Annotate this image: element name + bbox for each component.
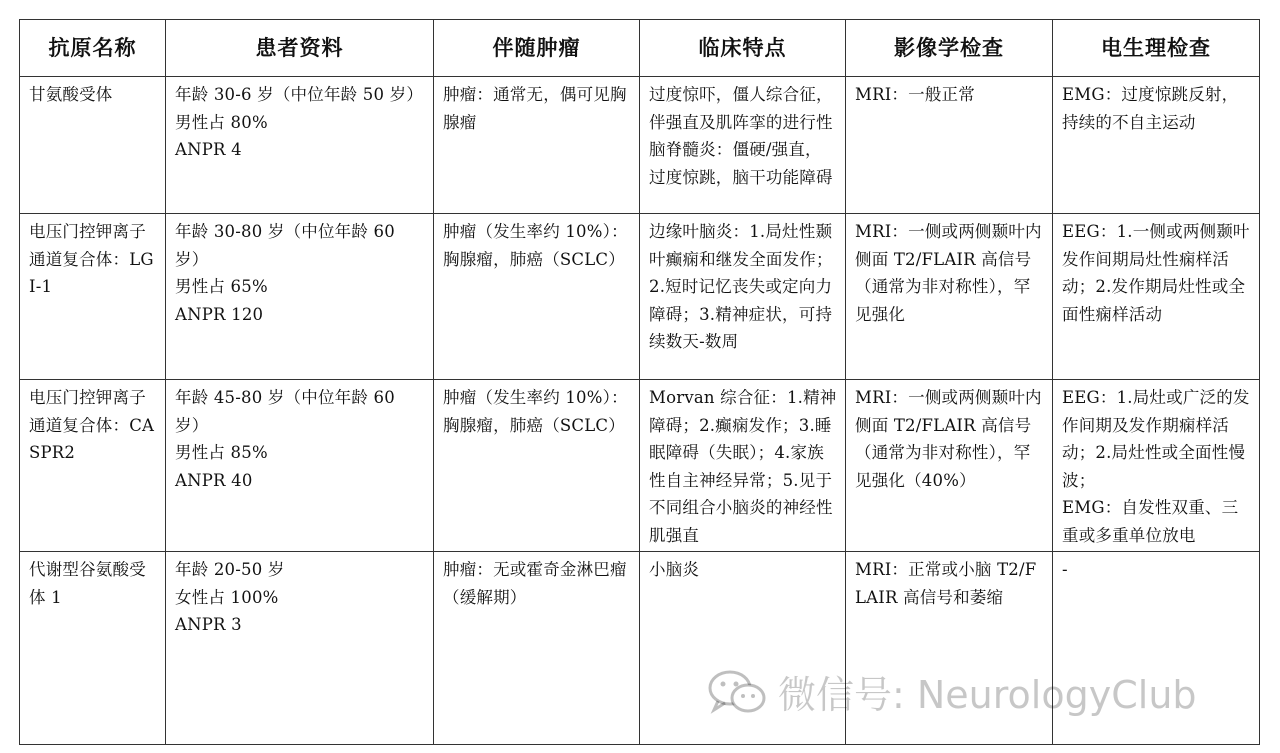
cell-patient — [166, 380, 434, 552]
cell-electro — [1053, 77, 1260, 214]
cell-electro — [1053, 214, 1260, 380]
cell-clinical — [640, 77, 846, 214]
cell-line: - — [1062, 560, 1068, 579]
header-tumor: 伴随肿瘤 — [434, 20, 640, 77]
cell-imaging — [846, 552, 1053, 745]
cell-antigen — [20, 77, 166, 214]
cell-clinical — [640, 214, 846, 380]
header-antigen: 抗原名称 — [20, 20, 166, 77]
cell-line: 甘氨酸受体 — [29, 85, 113, 104]
cell-tumor — [434, 552, 640, 745]
cell-imaging — [846, 380, 1053, 552]
table-row — [20, 380, 1260, 552]
cell-line: 男性占 85% — [175, 443, 268, 462]
cell-line: 肿瘤（发生率约 10%）：胸腺瘤，肺癌（SCLC） — [443, 388, 628, 435]
cell-antigen — [20, 214, 166, 380]
cell-line: 年龄 30-80 岁（中位年龄 60 岁） — [175, 222, 395, 269]
cell-line: ANPR 4 — [175, 140, 242, 159]
cell-line: EEG：1.局灶或广泛的发作间期及发作期痫样活动；2.局灶性或全面性慢波； — [1062, 388, 1250, 490]
cell-imaging — [846, 214, 1053, 380]
cell-line: 电压门控钾离子通道复合体：CASPR2 — [29, 388, 155, 462]
antigen-table — [19, 19, 1260, 745]
cell-line: 电压门控钾离子通道复合体：LGI-1 — [29, 222, 154, 296]
cell-line: MRI：一般正常 — [855, 85, 975, 104]
cell-line: 肿瘤：通常无，偶可见胸腺瘤 — [443, 85, 627, 132]
cell-antigen — [20, 380, 166, 552]
cell-electro — [1053, 380, 1260, 552]
cell-line: 边缘叶脑炎：1.局灶性颞叶癫痫和继发全面发作；2.短时记忆丧失或定向力障碍；3.精神症状，可持续数天-数周 — [649, 222, 833, 351]
cell-line: MRI：一侧或两侧颞叶内侧面 T2/FLAIR 高信号（通常为非对称性），罕见强化 — [855, 222, 1042, 324]
cell-line: 男性占 80% — [175, 112, 268, 132]
table-row — [20, 552, 1260, 745]
cell-line: 肿瘤（发生率约 10%）：胸腺瘤，肺癌（SCLC） — [443, 222, 628, 269]
cell-line: 过度惊吓，僵人综合征，伴强直及肌阵挛的进行性脑脊髓炎：僵硬/强直，过度惊跳，脑干功能障碍 — [649, 85, 833, 187]
table-row — [20, 214, 1260, 380]
cell-tumor — [434, 77, 640, 214]
header-clinical: 临床特点 — [640, 20, 846, 77]
header-patient: 患者资料 — [166, 20, 434, 77]
cell-line: EMG：过度惊跳反射，持续的不自主运动 — [1062, 85, 1239, 132]
cell-line: ANPR 3 — [175, 615, 242, 634]
cell-line: EMG：自发性双重、三重或多重单位放电 — [1062, 498, 1239, 545]
header-row — [20, 20, 1260, 77]
cell-line: 女性占 100% — [175, 587, 279, 607]
cell-tumor — [434, 380, 640, 552]
cell-line: 肿瘤：无或霍奇金淋巴瘤（缓解期） — [443, 560, 627, 607]
header-imaging: 影像学检查 — [846, 20, 1053, 77]
cell-line: 小脑炎 — [649, 560, 700, 579]
cell-patient — [166, 552, 434, 745]
cell-antigen — [20, 552, 166, 745]
cell-tumor — [434, 214, 640, 380]
cell-line: 男性占 65% — [175, 277, 268, 296]
cell-line: ANPR 40 — [175, 470, 253, 490]
cell-line: EEG：1.一侧或两侧颞叶发作间期局灶性痫样活动；2.发作期局灶性或全面性痫样活动 — [1062, 222, 1250, 324]
watermark-text: 微信号: NeurologyClub — [778, 673, 1197, 717]
cell-clinical — [640, 380, 846, 552]
cell-patient — [166, 77, 434, 214]
table-row — [20, 77, 1260, 214]
cell-line: ANPR 120 — [175, 304, 264, 324]
cell-line: 年龄 45-80 岁（中位年龄 60 岁） — [175, 388, 395, 435]
cell-line: 代谢型谷氨酸受体 1 — [29, 560, 146, 607]
cell-line: Morvan 综合征：1.精神障碍；2.癫痫发作；3.睡眠障碍（失眠）；4.家族性自主神经异常；5.见于不同组合小脑炎的神经性肌强直 — [649, 388, 837, 545]
cell-clinical — [640, 552, 846, 745]
cell-line: MRI：一侧或两侧颞叶内侧面 T2/FLAIR 高信号（通常为非对称性），罕见强化（40%） — [855, 388, 1042, 490]
cell-line: MRI：正常或小脑 T2/FLAIR 高信号和萎缩 — [855, 560, 1037, 607]
cell-imaging — [846, 77, 1053, 214]
cell-line: 年龄 30-6 岁（中位年龄 50 岁） — [175, 85, 424, 104]
cell-electro — [1053, 552, 1260, 745]
cell-line: 年龄 20-50 岁 — [175, 560, 285, 579]
cell-patient — [166, 214, 434, 380]
header-electro: 电生理检查 — [1053, 20, 1260, 77]
